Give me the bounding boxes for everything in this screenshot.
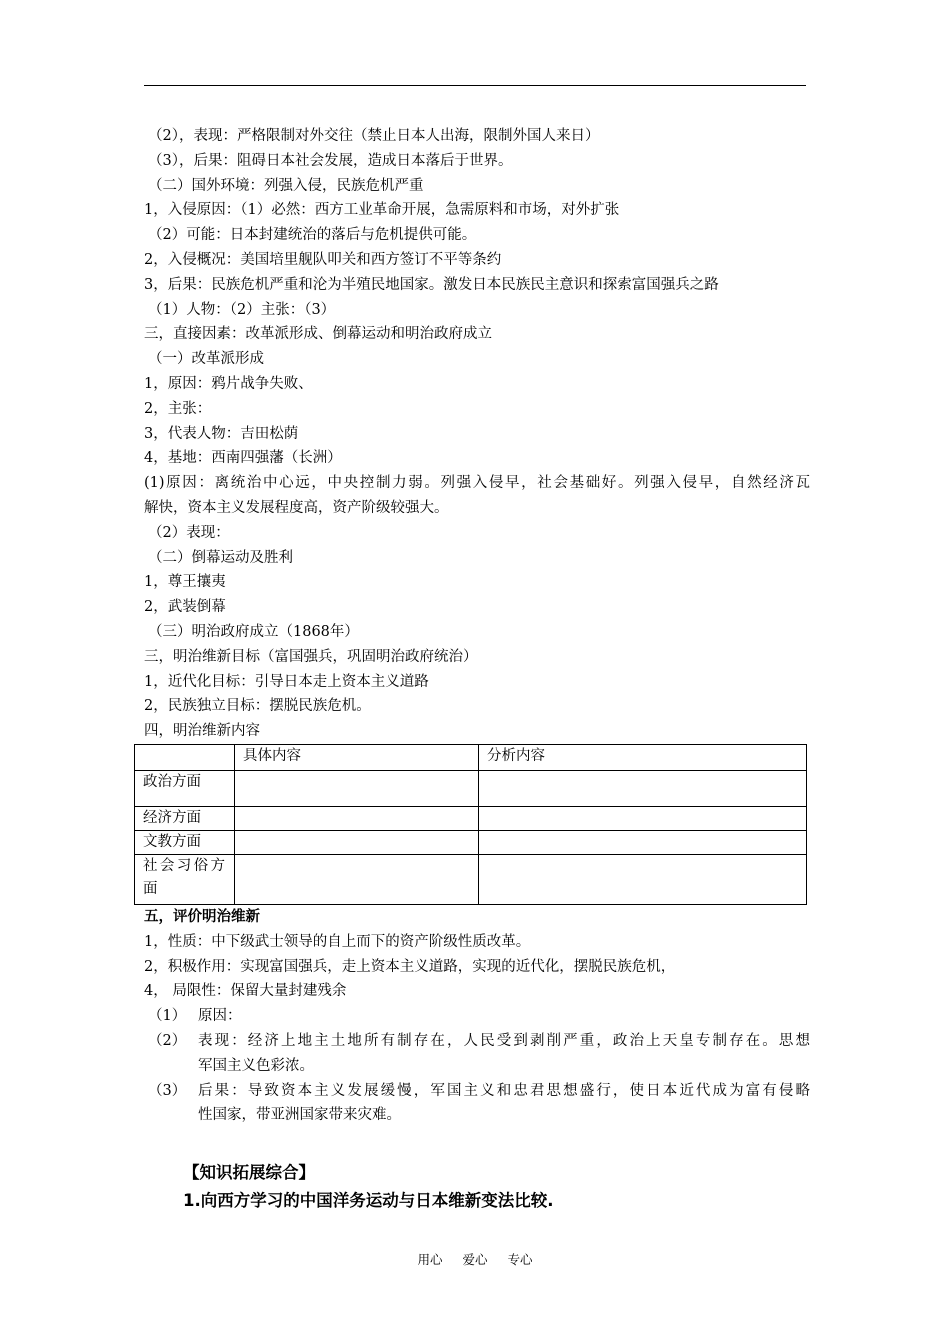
list-item-number: （2） — [148, 1032, 187, 1049]
table-cell — [479, 770, 807, 806]
limitation-list — [144, 1004, 810, 1128]
section5-lines — [144, 930, 810, 1004]
section5-line: 1，性质：中下级武士领导的自上而下的资产阶级性质改革。 — [144, 933, 531, 950]
document-body — [144, 124, 810, 1128]
expand-title: 【知识拓展综合】 — [183, 1163, 315, 1182]
table-cell-label: 社会习俗方面 — [135, 854, 235, 904]
footer-text: 用心 — [417, 1252, 443, 1267]
table-cell-label: 政治方面 — [135, 770, 235, 806]
table-cell-label: 经济方面 — [135, 806, 235, 830]
list-item-line: 后果：导致资本主义发展缓慢，军国主义和忠君思想盛行，使日本近代成为富有侵略 — [198, 1082, 810, 1099]
text-line: （2）表现： — [148, 524, 230, 541]
table-header-cell — [135, 744, 235, 770]
text-line: 1，尊王攘夷 — [144, 574, 226, 591]
text-line: （二）国外环境：列强入侵，民族危机严重 — [148, 177, 424, 194]
text-line: 三，直接因素：改革派形成、倒幕运动和明治政府成立 — [144, 326, 492, 343]
list-item-number: （3） — [148, 1082, 187, 1099]
table-cell — [235, 806, 479, 830]
table-cell-label: 文教方面 — [135, 830, 235, 854]
list-item — [144, 1029, 810, 1079]
reason-line-2: 解快，资本主义发展程度高，资产阶级较强大。 — [144, 499, 449, 516]
list-item-text — [198, 1079, 810, 1129]
list-item-line: 军国主义色彩浓。 — [198, 1057, 314, 1074]
list-item-text — [198, 1029, 810, 1079]
table-cell — [479, 830, 807, 854]
text-line: 1，原因：鸦片战争失败、 — [144, 375, 313, 392]
text-line: 2，武装倒幕 — [144, 599, 226, 616]
top-lines — [144, 124, 810, 471]
list-item — [144, 1079, 810, 1129]
table-header-cell: 具体内容 — [235, 744, 479, 770]
table-row — [135, 806, 807, 830]
section5-line: 2，积极作用：实现富国强兵，走上资本主义道路，实现的近代化，摆脱民族危机， — [144, 958, 676, 975]
table-cell — [479, 854, 807, 904]
list-item-line: 性国家，带亚洲国家带来灾难。 — [198, 1107, 401, 1124]
header-rule — [144, 85, 806, 86]
table-row — [135, 830, 807, 854]
text-line: 四，明治维新内容 — [144, 723, 260, 740]
list-item-number: （1） — [148, 1008, 187, 1025]
section5-title: 五，评价明治维新 — [144, 907, 260, 925]
table-row — [135, 770, 807, 806]
text-line: （三）明治政府成立（1868年） — [148, 623, 359, 640]
footer-text: 爱心 — [462, 1252, 488, 1267]
list-item-line: 原因： — [198, 1008, 242, 1025]
list-item-line: 表现：经济上地主土地所有制存在，人民受到剥削严重，政治上天皇专制存在。思想 — [198, 1032, 810, 1049]
table-header-cell: 分析内容 — [479, 744, 807, 770]
expand-subtitle: 1.向西方学习的中国洋务运动与日本维新变法比较. — [183, 1191, 554, 1210]
text-line: 2，民族独立目标：摆脱民族危机。 — [144, 698, 371, 715]
text-line: （3），后果：阻碍日本社会发展，造成日本落后于世界。 — [148, 152, 513, 169]
text-line: 4，基地：西南四强藩（长洲） — [144, 450, 342, 467]
reform-content-table — [134, 744, 807, 905]
text-line: 3，代表人物：吉田松荫 — [144, 425, 299, 442]
table-cell — [235, 830, 479, 854]
text-line: 1，近代化目标：引导日本走上资本主义道路 — [144, 673, 429, 690]
text-line: 2，主张： — [144, 400, 212, 417]
footer-text: 专心 — [507, 1252, 533, 1267]
list-item-text — [198, 1004, 810, 1029]
section5-line: 4， 局限性：保留大量封建残余 — [144, 983, 347, 1000]
table-cell — [235, 770, 479, 806]
reason-line-1: (1)原因：离统治中心远，中央控制力弱。列强入侵早，社会基础好。列强入侵早，自然经济瓦 — [144, 475, 810, 492]
text-line: 三，明治维新目标（富国强兵，巩固明治政府统治） — [144, 648, 478, 665]
table-header-row — [135, 744, 807, 770]
text-line: 1，入侵原因：（1）必然：西方工业革命开展，急需原料和市场，对外扩张 — [144, 202, 620, 219]
table-cell — [235, 854, 479, 904]
table-cell — [479, 806, 807, 830]
text-line: （1）人物：（2）主张：（3） — [148, 301, 336, 318]
text-line: （2），表现：严格限制对外交往（禁止日本人出海，限制外国人来日） — [148, 128, 600, 144]
text-line: 3，后果：民族危机严重和沦为半殖民地国家。激发日本民族民主意识和探索富国强兵之路 — [144, 276, 719, 293]
text-line: （一）改革派形成 — [148, 351, 264, 368]
page-footer — [0, 1250, 950, 1268]
text-line: （2）可能：日本封建统治的落后与危机提供可能。 — [148, 227, 477, 244]
list-item — [144, 1004, 810, 1029]
text-line: （二）倒幕运动及胜利 — [148, 549, 293, 566]
mid-lines — [144, 521, 810, 744]
table-row — [135, 854, 807, 904]
text-line: 2，入侵概况：美国培里舰队叩关和西方签订不平等条约 — [144, 251, 502, 268]
reason-paragraph — [144, 471, 810, 521]
